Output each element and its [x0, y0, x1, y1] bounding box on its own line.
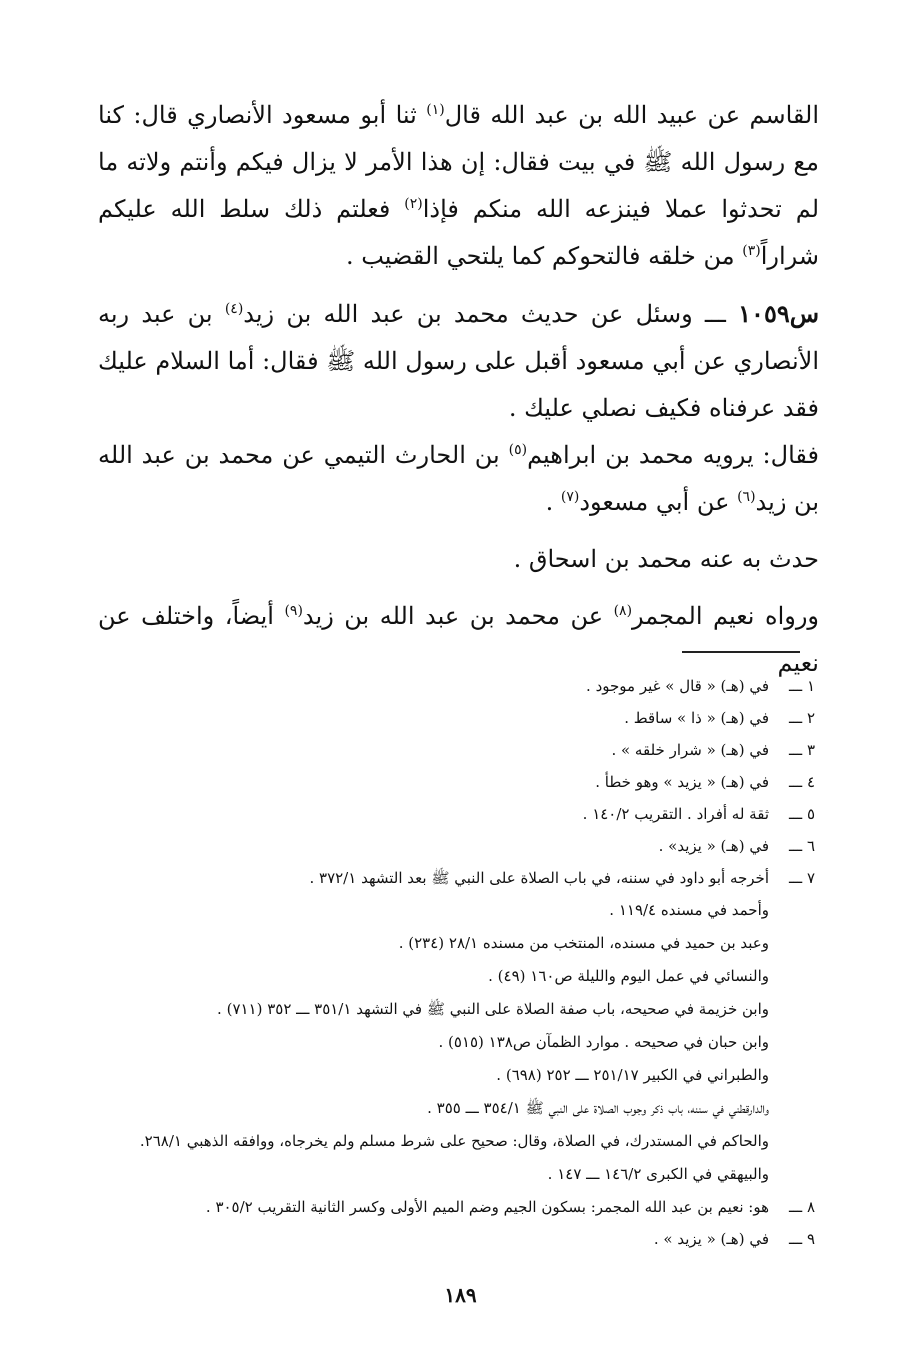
footnote-text: في (هـ) « قال » غير موجود .	[586, 677, 769, 695]
footnote	[98, 862, 815, 894]
footnote-ref-9: (٩)	[284, 603, 303, 619]
footnote-continuation: وأحمد في مسنده ١١٩/٤ .	[609, 901, 769, 919]
footnote-number: ٦ ـــ	[788, 837, 815, 855]
footnote-separator	[682, 651, 800, 653]
footnote-number: ٣ ـــ	[788, 741, 815, 759]
paragraph-2	[98, 290, 819, 432]
footnote	[98, 798, 815, 830]
text-span: بن الحارث التيمي عن محمد بن عبد الله بن زيد	[98, 441, 819, 516]
footnote-text: أخرجه أبو داود في سننه، في باب الصلاة على النبي ﷺ بعد التشهد ٣٧٢/١ .	[309, 869, 769, 887]
footnote-continuation: وابن خزيمة في صحيحه، باب صفة الصلاة على النبي ﷺ في التشهد ٣٥١/١ ـــ ٣٥٢ (٧١١) .	[217, 1000, 769, 1018]
footnote	[98, 830, 815, 862]
footnote-continuation: والطبراني في الكبير ٢٥١/١٧ ـــ ٢٥٢ (٦٩٨) .	[496, 1066, 769, 1084]
footnote-continuation: وعبد بن حميد في مسنده، المنتخب من مسنده ٢٨/١ (٢٣٤) .	[398, 934, 769, 952]
footnote-text: في (هـ) « ذا » ساقط .	[624, 709, 769, 727]
paragraph-3	[98, 432, 819, 526]
text-span: ورواه نعيم المجمر	[632, 602, 820, 630]
footnote-text: في (هـ) « شرار خلقه » .	[611, 741, 769, 759]
footnote	[98, 766, 815, 798]
footnote-text: في (هـ) « يزيد » وهو خطأ .	[595, 773, 769, 791]
footnote-continuation: والدارقطني في سننه، باب ذكر وجوب الصلاة على النبي ﷺ ٣٥٤/١ ـــ ٣٥٥ .	[427, 1099, 769, 1117]
text-span: .	[545, 488, 561, 516]
footnote	[98, 670, 815, 702]
page-number: ١٨٩	[444, 1283, 477, 1307]
footnote-number: ٥ ـــ	[788, 805, 815, 823]
footnote-text: هو: نعيم بن عبد الله المجمر: بسكون الجيم وضم الميم الأولى وكسر الثانية التقريب ٣٠٥/٢ .	[205, 1198, 769, 1216]
footnote	[98, 1191, 815, 1223]
footnote	[98, 1223, 815, 1255]
text-span: القاسم عن عبيد الله بن عبد الله قال	[444, 101, 820, 129]
footnote-ref-6: (٦)	[737, 489, 756, 505]
footnote-ref-2: (٢)	[404, 196, 423, 212]
text-span: فعلتم ذلك سلط الله عليكم شراراً	[98, 195, 819, 270]
footnote-text: ثقة له أفراد . التقريب ١٤٠/٢ .	[582, 805, 769, 823]
text-span: ثنا أبو مسعود الأنصاري قال: كنا مع رسول الله ﷺ في بيت فقال: إن هذا الأمر لا يزال فيكم وأنتم ولاته ما لم تحدثوا عملا فينزعه الله منكم فإذا	[98, 101, 820, 223]
footnote-number: ١ ـــ	[788, 677, 815, 695]
footnote-number: ٩ ـــ	[788, 1230, 815, 1248]
footnote-number: ٨ ـــ	[788, 1198, 815, 1216]
paragraph-4: حدث به عنه محمد بن اسحاق .	[513, 545, 819, 573]
footnote-continuation: وابن حبان في صحيحه . موارد الظمآن ص١٣٨ (٥١٥) .	[438, 1033, 769, 1051]
footnote-ref-1: (١)	[426, 102, 445, 118]
footnote-ref-8: (٨)	[613, 603, 633, 619]
footnote-ref-7: (٧)	[560, 489, 580, 505]
footnote-continuation: والبيهقي في الكبرى ١٤٦/٢ ـــ ١٤٧ .	[547, 1165, 769, 1183]
text-span: أيضاً، واختلف عن نعيم	[98, 602, 819, 677]
footnote-number: ٢ ـــ	[788, 709, 815, 727]
footnote-continuation: والحاكم في المستدرك، في الصلاة، وقال: صحيح على شرط مسلم ولم يخرجاه، ووافقه الذهبي ٢٦٨/١.	[139, 1132, 769, 1150]
footnote	[98, 702, 815, 734]
footnote-continuation: والنسائي في عمل اليوم والليلة ص١٦٠ (٤٩) .	[488, 967, 769, 985]
footnote-ref-4: (٤)	[224, 301, 244, 317]
footnote	[98, 734, 815, 766]
text-span: عن محمد بن عبد الله بن زيد	[302, 602, 614, 630]
question-number: س١٠٥٩	[738, 299, 820, 328]
footnotes	[98, 670, 815, 1255]
footnote-text: في (هـ) « يزيد» .	[658, 837, 769, 855]
footnote-ref-5: (٥)	[508, 442, 528, 458]
text-span: من خلقه فالتحوكم كما يلتحي القضيب .	[345, 242, 743, 270]
footnote-ref-3: (٣)	[742, 243, 761, 259]
footnote-text: في (هـ) « يزيد » .	[653, 1230, 769, 1248]
footnote-number: ٤ ـــ	[788, 773, 815, 791]
text-span: بن عبد ربه الأنصاري عن أبي مسعود أقبل على رسول الله ﷺ فقال: أما السلام عليك فقد عرفناه فكيف نصلي عليك .	[98, 300, 819, 422]
main-text	[98, 92, 819, 687]
text-span: فقال: يرويه محمد بن ابراهيم	[527, 441, 819, 469]
paragraph-1	[98, 92, 819, 280]
text-span: ـــ وسئل عن حديث محمد بن عبد الله بن زيد	[243, 300, 739, 328]
footnote-number: ٧ ـــ	[788, 869, 815, 887]
text-span: عن أبي مسعود	[579, 488, 738, 516]
